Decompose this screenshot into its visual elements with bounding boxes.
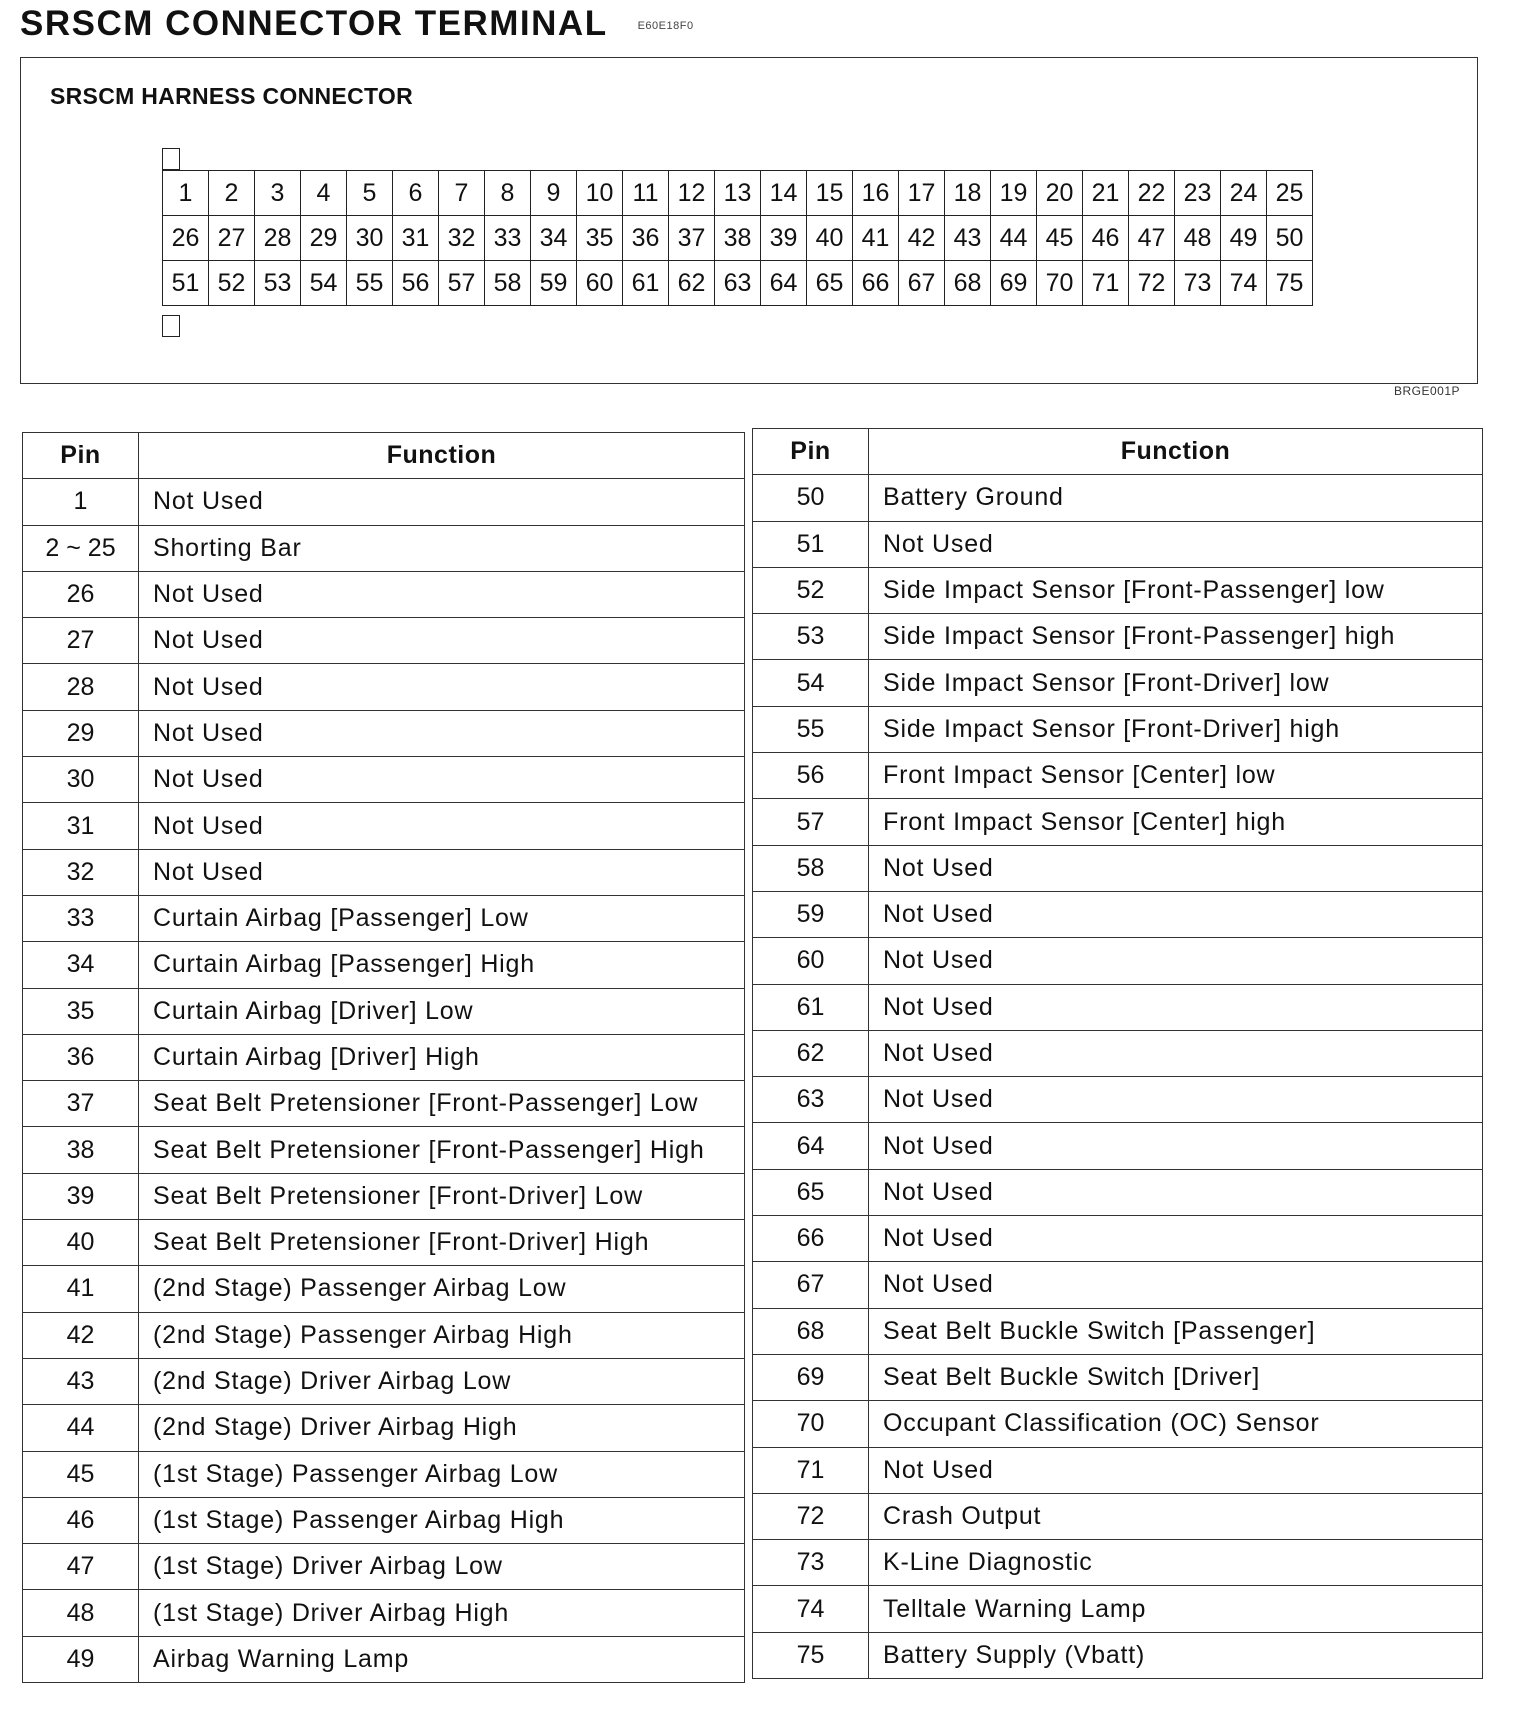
table-row [23,664,745,710]
pin-function-cell: Not Used [139,664,745,710]
table-row [753,1308,1483,1354]
connector-latch-top [162,148,180,170]
pin-function-cell: Not Used [869,1123,1483,1169]
pin-function-cell: Front Impact Sensor [Center] high [869,799,1483,845]
connector-pin-cell: 1 [163,171,209,216]
table-row [23,1590,745,1636]
pin-number-cell: 39 [23,1173,139,1219]
pin-number-cell: 71 [753,1447,869,1493]
connector-pin-cell: 50 [1267,216,1313,261]
connector-pin-cell: 20 [1037,171,1083,216]
pin-function-cell: Not Used [869,938,1483,984]
pin-number-cell: 37 [23,1081,139,1127]
connector-pin-cell: 25 [1267,171,1313,216]
pin-function-cell: Occupant Classification (OC) Sensor [869,1401,1483,1447]
pin-function-cell: Not Used [869,891,1483,937]
connector-latch-bottom [162,315,180,337]
pin-number-cell: 28 [23,664,139,710]
pin-function-cell: Battery Ground [869,475,1483,521]
pin-function-cell: Not Used [869,1216,1483,1262]
connector-pin-cell: 61 [623,261,669,306]
connector-pin-cell: 72 [1129,261,1175,306]
connector-pin-cell: 30 [347,216,393,261]
table-header-row [753,429,1483,475]
pin-column-header: Pin [753,429,869,475]
pin-number-cell: 72 [753,1493,869,1539]
connector-pin-cell: 6 [393,171,439,216]
table-row [23,849,745,895]
table-row [23,1081,745,1127]
table-row [23,1220,745,1266]
pin-function-cell: Not Used [869,1077,1483,1123]
pin-function-cell: Not Used [139,710,745,756]
pin-function-cell: Not Used [139,757,745,803]
pin-number-cell: 67 [753,1262,869,1308]
connector-pin-cell: 36 [623,216,669,261]
connector-pin-cell: 17 [899,171,945,216]
document-code: E60E18F0 [637,19,694,32]
pin-function-cell: (2nd Stage) Passenger Airbag High [139,1312,745,1358]
pin-function-cell: Shorting Bar [139,525,745,571]
table-row [753,753,1483,799]
pin-number-cell: 1 [23,479,139,525]
table-row [23,803,745,849]
pin-number-cell: 36 [23,1034,139,1080]
pin-number-cell: 54 [753,660,869,706]
pin-number-cell: 32 [23,849,139,895]
pin-function-cell: Curtain Airbag [Passenger] Low [139,895,745,941]
connector-pin-cell: 69 [991,261,1037,306]
pin-function-cell: Not Used [869,1447,1483,1493]
table-row [753,660,1483,706]
harness-title: SRSCM HARNESS CONNECTOR [50,83,414,109]
pin-function-cell: (1st Stage) Driver Airbag Low [139,1544,745,1590]
connector-pin-cell: 63 [715,261,761,306]
pin-number-cell: 50 [753,475,869,521]
pin-function-cell: Telltale Warning Lamp [869,1586,1483,1632]
table-row [753,1447,1483,1493]
connector-pin-cell: 59 [531,261,577,306]
table-row [753,1077,1483,1123]
pin-function-cell: Seat Belt Pretensioner [Front-Driver] High [139,1220,745,1266]
connector-pin-cell: 55 [347,261,393,306]
connector-pin-cell: 9 [531,171,577,216]
connector-row [163,261,1313,306]
pin-number-cell: 49 [23,1636,139,1682]
pin-number-cell: 26 [23,571,139,617]
connector-pin-cell: 24 [1221,171,1267,216]
connector-pin-cell: 2 [209,171,255,216]
table-row [753,706,1483,752]
pin-number-cell: 56 [753,753,869,799]
connector-pin-cell: 35 [577,216,623,261]
connector-pin-cell: 41 [853,216,899,261]
table-row [753,1493,1483,1539]
pin-function-cell: Curtain Airbag [Driver] Low [139,988,745,1034]
pin-number-cell: 30 [23,757,139,803]
table-row [23,1312,745,1358]
table-row [23,1636,745,1682]
table-row [753,1632,1483,1678]
table-row [23,525,745,571]
table-row [23,710,745,756]
pin-number-cell: 41 [23,1266,139,1312]
connector-pin-cell: 75 [1267,261,1313,306]
pin-function-cell: Side Impact Sensor [Front-Passenger] high [869,614,1483,660]
page-title [20,4,694,44]
pin-function-cell: Not Used [139,479,745,525]
connector-pin-cell: 54 [301,261,347,306]
function-column-header: Function [869,429,1483,475]
connector-pin-cell: 45 [1037,216,1083,261]
connector-pin-cell: 43 [945,216,991,261]
pin-function-cell: Not Used [139,571,745,617]
function-column-header: Function [139,433,745,479]
pin-number-cell: 45 [23,1451,139,1497]
table-row [753,799,1483,845]
table-row [753,1540,1483,1586]
connector-pin-cell: 56 [393,261,439,306]
connector-pin-cell: 11 [623,171,669,216]
pin-function-cell: Not Used [139,803,745,849]
connector-pin-cell: 60 [577,261,623,306]
table-row [753,984,1483,1030]
pin-function-cell: Not Used [869,1262,1483,1308]
pin-function-cell: Not Used [869,984,1483,1030]
connector-pin-cell: 15 [807,171,853,216]
table-row [753,1169,1483,1215]
connector-pin-cell: 16 [853,171,899,216]
pin-number-cell: 74 [753,1586,869,1632]
pin-function-cell: Front Impact Sensor [Center] low [869,753,1483,799]
connector-pin-cell: 8 [485,171,531,216]
pin-function-cell: (2nd Stage) Passenger Airbag Low [139,1266,745,1312]
pin-number-cell: 53 [753,614,869,660]
connector-pin-cell: 62 [669,261,715,306]
pin-number-cell: 60 [753,938,869,984]
pin-function-cell: Not Used [869,521,1483,567]
connector-pin-cell: 39 [761,216,807,261]
connector-pin-cell: 14 [761,171,807,216]
pin-function-cell: Not Used [869,1169,1483,1215]
connector-pin-cell: 27 [209,216,255,261]
pin-number-cell: 63 [753,1077,869,1123]
pin-number-cell: 38 [23,1127,139,1173]
table-row [23,757,745,803]
table-row [23,1451,745,1497]
connector-pin-cell: 37 [669,216,715,261]
connector-pin-cell: 46 [1083,216,1129,261]
table-row [23,618,745,664]
pin-number-cell: 75 [753,1632,869,1678]
connector-pin-cell: 64 [761,261,807,306]
connector-pin-cell: 66 [853,261,899,306]
connector-pin-cell: 29 [301,216,347,261]
connector-pin-cell: 67 [899,261,945,306]
table-row [23,1034,745,1080]
pin-number-cell: 58 [753,845,869,891]
pin-function-cell: Not Used [869,1030,1483,1076]
pin-function-cell: Seat Belt Pretensioner [Front-Driver] Low [139,1173,745,1219]
connector-pin-cell: 51 [163,261,209,306]
table-row [753,614,1483,660]
table-row [753,1123,1483,1169]
pin-function-cell: Seat Belt Buckle Switch [Passenger] [869,1308,1483,1354]
connector-pin-cell: 31 [393,216,439,261]
pin-function-cell: (1st Stage) Passenger Airbag High [139,1497,745,1543]
pin-number-cell: 48 [23,1590,139,1636]
pin-number-cell: 27 [23,618,139,664]
pin-function-cell: Not Used [139,618,745,664]
table-row [23,479,745,525]
connector-pin-cell: 23 [1175,171,1221,216]
table-row [753,845,1483,891]
pin-number-cell: 33 [23,895,139,941]
table-row [753,891,1483,937]
pin-function-cell: Seat Belt Buckle Switch [Driver] [869,1354,1483,1400]
table-row [23,571,745,617]
pin-function-cell: (2nd Stage) Driver Airbag High [139,1405,745,1451]
pin-number-cell: 73 [753,1540,869,1586]
pin-number-cell: 42 [23,1312,139,1358]
connector-pin-cell: 42 [899,216,945,261]
table-row [753,1262,1483,1308]
connector-pin-cell: 19 [991,171,1037,216]
connector-pin-cell: 13 [715,171,761,216]
pin-function-table-left [22,432,745,1683]
connector-pin-cell: 10 [577,171,623,216]
table-row [753,1401,1483,1447]
table-row [23,1127,745,1173]
pin-function-cell: Side Impact Sensor [Front-Driver] high [869,706,1483,752]
connector-pin-cell: 48 [1175,216,1221,261]
connector-pin-cell: 22 [1129,171,1175,216]
connector-pin-cell: 65 [807,261,853,306]
pin-number-cell: 61 [753,984,869,1030]
pin-column-header: Pin [23,433,139,479]
pin-function-cell: Seat Belt Pretensioner [Front-Passenger] Low [139,1081,745,1127]
connector-pin-cell: 38 [715,216,761,261]
connector-pin-cell: 21 [1083,171,1129,216]
table-row [23,895,745,941]
table-row [23,942,745,988]
connector-pin-cell: 49 [1221,216,1267,261]
harness-connector-panel [20,57,1478,384]
connector-pin-cell: 53 [255,261,301,306]
pin-function-cell: Seat Belt Pretensioner [Front-Passenger] High [139,1127,745,1173]
pin-number-cell: 35 [23,988,139,1034]
pin-function-cell: Curtain Airbag [Passenger] High [139,942,745,988]
table-row [23,1405,745,1451]
pin-number-cell: 51 [753,521,869,567]
connector-pin-cell: 57 [439,261,485,306]
connector-pin-cell: 7 [439,171,485,216]
table-row [753,1354,1483,1400]
connector-pin-cell: 52 [209,261,255,306]
pin-number-cell: 31 [23,803,139,849]
table-row [753,475,1483,521]
page-title-text: SRSCM CONNECTOR TERMINAL [20,4,608,43]
connector-pin-cell: 4 [301,171,347,216]
pin-function-cell: Not Used [869,845,1483,891]
connector-pin-cell: 58 [485,261,531,306]
connector-pin-cell: 74 [1221,261,1267,306]
connector-pin-cell: 3 [255,171,301,216]
connector-pin-cell: 32 [439,216,485,261]
connector-pin-cell: 73 [1175,261,1221,306]
table-row [753,1216,1483,1262]
connector-pin-grid [162,170,1313,306]
pin-function-cell: Curtain Airbag [Driver] High [139,1034,745,1080]
pin-number-cell: 70 [753,1401,869,1447]
pin-number-cell: 65 [753,1169,869,1215]
pin-number-cell: 40 [23,1220,139,1266]
table-row [23,1266,745,1312]
pin-number-cell: 47 [23,1544,139,1590]
connector-pin-cell: 47 [1129,216,1175,261]
table-row [23,988,745,1034]
pin-number-cell: 62 [753,1030,869,1076]
connector-pin-cell: 28 [255,216,301,261]
connector-pin-cell: 26 [163,216,209,261]
pin-number-cell: 57 [753,799,869,845]
connector-pin-cell: 5 [347,171,393,216]
table-row [753,521,1483,567]
table-row [23,1173,745,1219]
connector-row [163,216,1313,261]
pin-number-cell: 64 [753,1123,869,1169]
pin-number-cell: 34 [23,942,139,988]
pin-number-cell: 29 [23,710,139,756]
table-row [753,567,1483,613]
pin-number-cell: 46 [23,1497,139,1543]
connector-pin-cell: 44 [991,216,1037,261]
connector-pin-cell: 71 [1083,261,1129,306]
table-row [753,1586,1483,1632]
pin-number-cell: 44 [23,1405,139,1451]
pin-function-cell: Not Used [139,849,745,895]
pin-function-cell: Airbag Warning Lamp [139,1636,745,1682]
pin-function-cell: Battery Supply (Vbatt) [869,1632,1483,1678]
pin-function-table-right [752,428,1483,1679]
table-row [23,1497,745,1543]
table-row [753,938,1483,984]
connector-row [163,171,1313,216]
connector-pin-cell: 40 [807,216,853,261]
connector-pin-cell: 12 [669,171,715,216]
connector-pin-cell: 18 [945,171,991,216]
drawing-code: BRGE001P [1394,384,1461,398]
pin-function-cell: Side Impact Sensor [Front-Passenger] low [869,567,1483,613]
pin-function-cell: Side Impact Sensor [Front-Driver] low [869,660,1483,706]
pin-function-cell: (2nd Stage) Driver Airbag Low [139,1358,745,1404]
pin-number-cell: 55 [753,706,869,752]
pin-number-cell: 69 [753,1354,869,1400]
connector-pin-cell: 70 [1037,261,1083,306]
table-header-row [23,433,745,479]
pin-function-cell: (1st Stage) Passenger Airbag Low [139,1451,745,1497]
pin-number-cell: 68 [753,1308,869,1354]
pin-function-cell: (1st Stage) Driver Airbag High [139,1590,745,1636]
pin-number-cell: 2 ~ 25 [23,525,139,571]
table-row [23,1544,745,1590]
pin-number-cell: 43 [23,1358,139,1404]
table-row [753,1030,1483,1076]
pin-number-cell: 52 [753,567,869,613]
pin-function-cell: K-Line Diagnostic [869,1540,1483,1586]
table-row [23,1358,745,1404]
connector-pin-cell: 34 [531,216,577,261]
connector-pin-cell: 68 [945,261,991,306]
pin-number-cell: 66 [753,1216,869,1262]
pin-number-cell: 59 [753,891,869,937]
connector-pin-cell: 33 [485,216,531,261]
pin-function-cell: Crash Output [869,1493,1483,1539]
